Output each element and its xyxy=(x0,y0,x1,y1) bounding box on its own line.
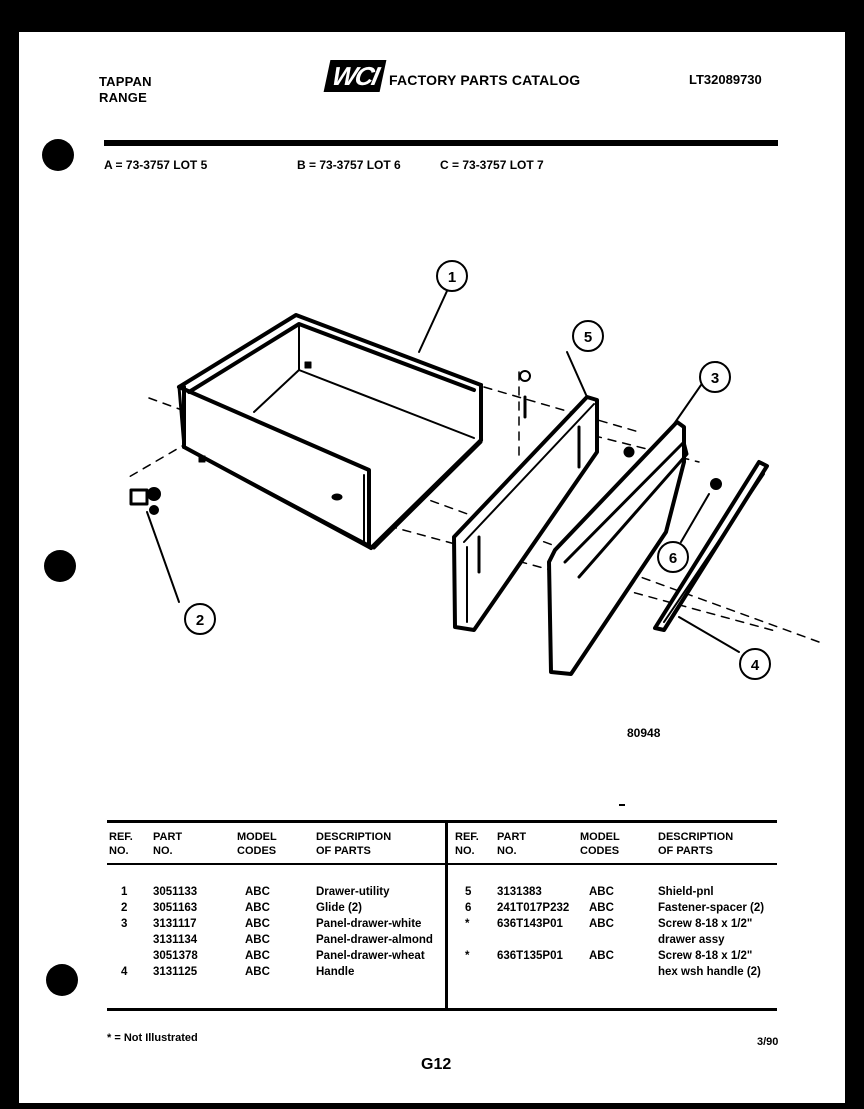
table-bottom-rule xyxy=(107,1008,777,1011)
hole-punch-top xyxy=(42,139,74,171)
model-code-c: C = 73-3757 LOT 7 xyxy=(440,158,544,172)
table-header-rule xyxy=(107,863,777,865)
table-column-divider xyxy=(445,820,448,1011)
brand-line-1: TAPPAN xyxy=(99,74,152,89)
header-description-right: DESCRIPTION OF PARTS xyxy=(658,831,734,857)
document-number: LT32089730 xyxy=(689,72,762,87)
wci-logo: WCI xyxy=(324,60,387,92)
page-number: G12 xyxy=(421,1056,452,1073)
header-part-no-left: PART NO. xyxy=(153,831,183,857)
figure-number: 80948 xyxy=(627,726,661,740)
header-model-codes-right: MODEL CODES xyxy=(580,831,620,857)
stray-mark xyxy=(619,804,625,806)
header-ref-no-right: REF. NO. xyxy=(455,831,479,857)
hole-punch-bottom xyxy=(46,964,78,996)
not-illustrated-footnote: * = Not Illustrated xyxy=(107,1032,198,1044)
brand-line-2: RANGE xyxy=(99,90,147,105)
glide-part xyxy=(131,488,179,602)
svg-text:4: 4 xyxy=(750,657,760,674)
header-rule xyxy=(104,140,778,146)
svg-text:1: 1 xyxy=(447,269,457,286)
svg-text:5: 5 xyxy=(583,329,593,346)
exploded-parts-diagram xyxy=(19,212,845,792)
model-code-a: A = 73-3757 LOT 5 xyxy=(104,158,208,172)
catalog-title: FACTORY PARTS CATALOG xyxy=(389,72,581,88)
header-part-no-right: PART NO. xyxy=(497,831,527,857)
model-code-b: B = 73-3757 LOT 6 xyxy=(297,158,401,172)
catalog-page xyxy=(19,32,845,1103)
svg-text:3: 3 xyxy=(710,370,720,387)
header-ref-no-left: REF. NO. xyxy=(109,831,133,857)
brand-label xyxy=(99,74,152,106)
table-top-rule xyxy=(107,820,777,823)
svg-text:2: 2 xyxy=(195,612,205,629)
svg-text:6: 6 xyxy=(668,550,678,567)
header-model-codes-left: MODEL CODES xyxy=(237,831,277,857)
drawer-utility-part xyxy=(179,315,481,548)
revision-date: 3/90 xyxy=(757,1036,779,1048)
parts-table: REF. NO. PART NO. MODEL CODES DESCRIPTION OF PARTS REF. NO. PART NO. MODEL CODES DESCRIPTION OF PARTS 1 3051133 ABC Drawer-utility 2 3051163 ABC Glide (2) 3 3131117 ABC Panel-drawer-white 3131134 ABC Panel-drawer-almond 3051378 ABC Panel-drawer-wheat 4 3131125 ABC Handle 5 3131383 ABC Shield-pnl 6 241T017P232 ABC Fastener-spacer (2) * 636T143P01 ABC Screw 8-18 x 1/2" drawer assy * 636T135P01 ABC Screw 8-18 x 1/2" hex wsh handle (2) xyxy=(107,820,777,1012)
header-description-left: DESCRIPTION OF PARTS xyxy=(316,831,392,857)
